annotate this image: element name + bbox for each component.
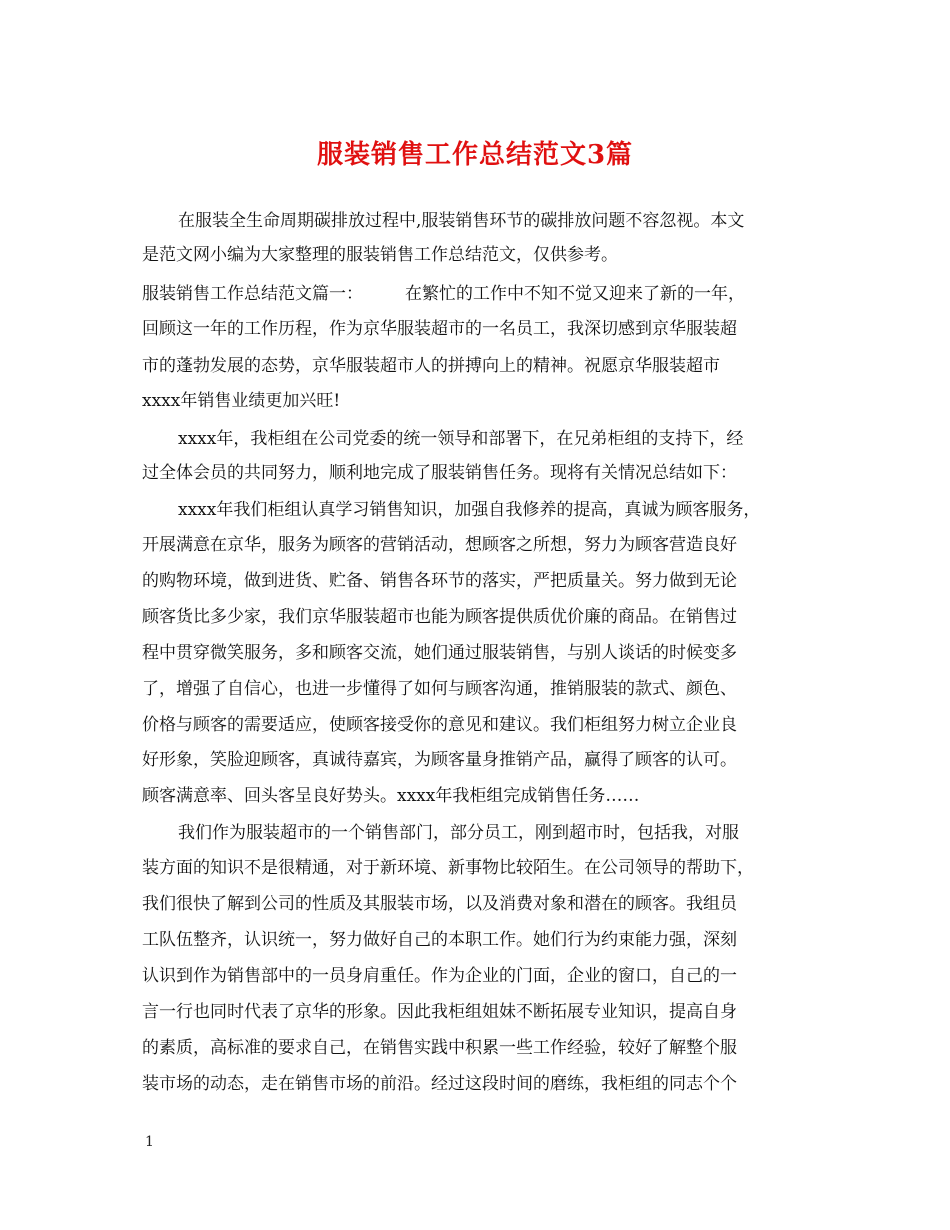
section-heading: 服装销售工作总结范文篇一： — [142, 284, 363, 304]
text-line: 我们作为服装超市的一个销售部门，部分员工，刚到超市时，包括我，对服 — [178, 823, 739, 843]
text-line: 是范文网小编为大家整理的服装销售工作总结范文，仅供参考。 — [142, 245, 618, 265]
text-line: 言一行也同时代表了京华的形象。因此我柜组姐妹不断拓展专业知识，提高自身 — [142, 1002, 737, 1022]
text-line: 的素质，高标准的要求自己，在销售实践中积累一些工作经验，较好了解整个服 — [142, 1038, 737, 1058]
text-line: 市的蓬勃发展的态势，京华服装超市人的拼搏向上的精神。祝愿京华服装超市 — [142, 356, 720, 376]
text-line: 装市场的动态，走在销售市场的前沿。经过这段时间的磨练，我柜组的同志个个 — [142, 1074, 737, 1094]
text-line: xxxx年我们柜组认真学习销售知识，加强自我修养的提高，真诚为顾客服务， — [178, 500, 761, 520]
text-line: xxxx年，我柜组在公司党委的统一领导和部署下，在兄弟柜组的支持下，经 — [178, 429, 744, 449]
text-line: 工队伍整齐，认识统一，努力做好自己的本职工作。她们行为约束能力强，深刻 — [142, 930, 737, 950]
text-line: 我们很快了解到公司的性质及其服装市场，以及消费对象和潜在的顾客。我组员 — [142, 894, 737, 914]
section-text: 在繁忙的工作中不知不觉又迎来了新的一年， — [405, 284, 745, 304]
text-line: 程中贯穿微笑服务，多和顾客交流，她们通过服装销售，与别人谈话的时候变多 — [142, 643, 737, 663]
text-line — [142, 283, 745, 305]
text-line: xxxx年销售业绩更加兴旺! — [142, 391, 341, 411]
text-line: 的购物环境，做到进货、贮备、销售各环节的落实，严把质量关。努力做到无论 — [142, 571, 737, 591]
text-line: 在服装全生命周期碳排放过程中,服装销售环节的碳排放问题不容忽视。本文 — [178, 211, 745, 231]
text-line: 好形象，笑脸迎顾客，真诚待嘉宾，为顾客量身推销产品，赢得了顾客的认可。 — [142, 750, 737, 770]
text-line: 了，增强了自信心，也进一步懂得了如何与顾客沟通，推销服装的款式、颜色、 — [142, 679, 737, 699]
page-title: 服装销售工作总结范文3篇 — [316, 140, 634, 170]
text-line: 过全体会员的共同努力，顺利地完成了服装销售任务。现将有关情况总结如下： — [142, 463, 737, 483]
page-number: 1 — [145, 1134, 154, 1150]
text-line: 价格与顾客的需要适应，使顾客接受你的意见和建议。我们柜组努力树立企业良 — [142, 715, 737, 735]
text-line: 顾客满意率、回头客呈良好势头。xxxx年我柜组完成销售任务…… — [142, 786, 640, 806]
text-line: 装方面的知识不是很精通，对于新环境、新事物比较陌生。在公司领导的帮助下， — [142, 858, 754, 878]
text-line: 顾客货比多少家，我们京华服装超市也能为顾客提供质优价廉的商品。在销售过 — [142, 607, 737, 627]
text-line: 回顾这一年的工作历程，作为京华服装超市的一名员工，我深切感到京华服装超 — [142, 319, 737, 339]
text-line: 开展满意在京华，服务为顾客的营销活动，想顾客之所想，努力为顾客营造良好 — [142, 535, 737, 555]
text-line: 认识到作为销售部中的一员身肩重任。作为企业的门面，企业的窗口，自己的一 — [142, 966, 737, 986]
